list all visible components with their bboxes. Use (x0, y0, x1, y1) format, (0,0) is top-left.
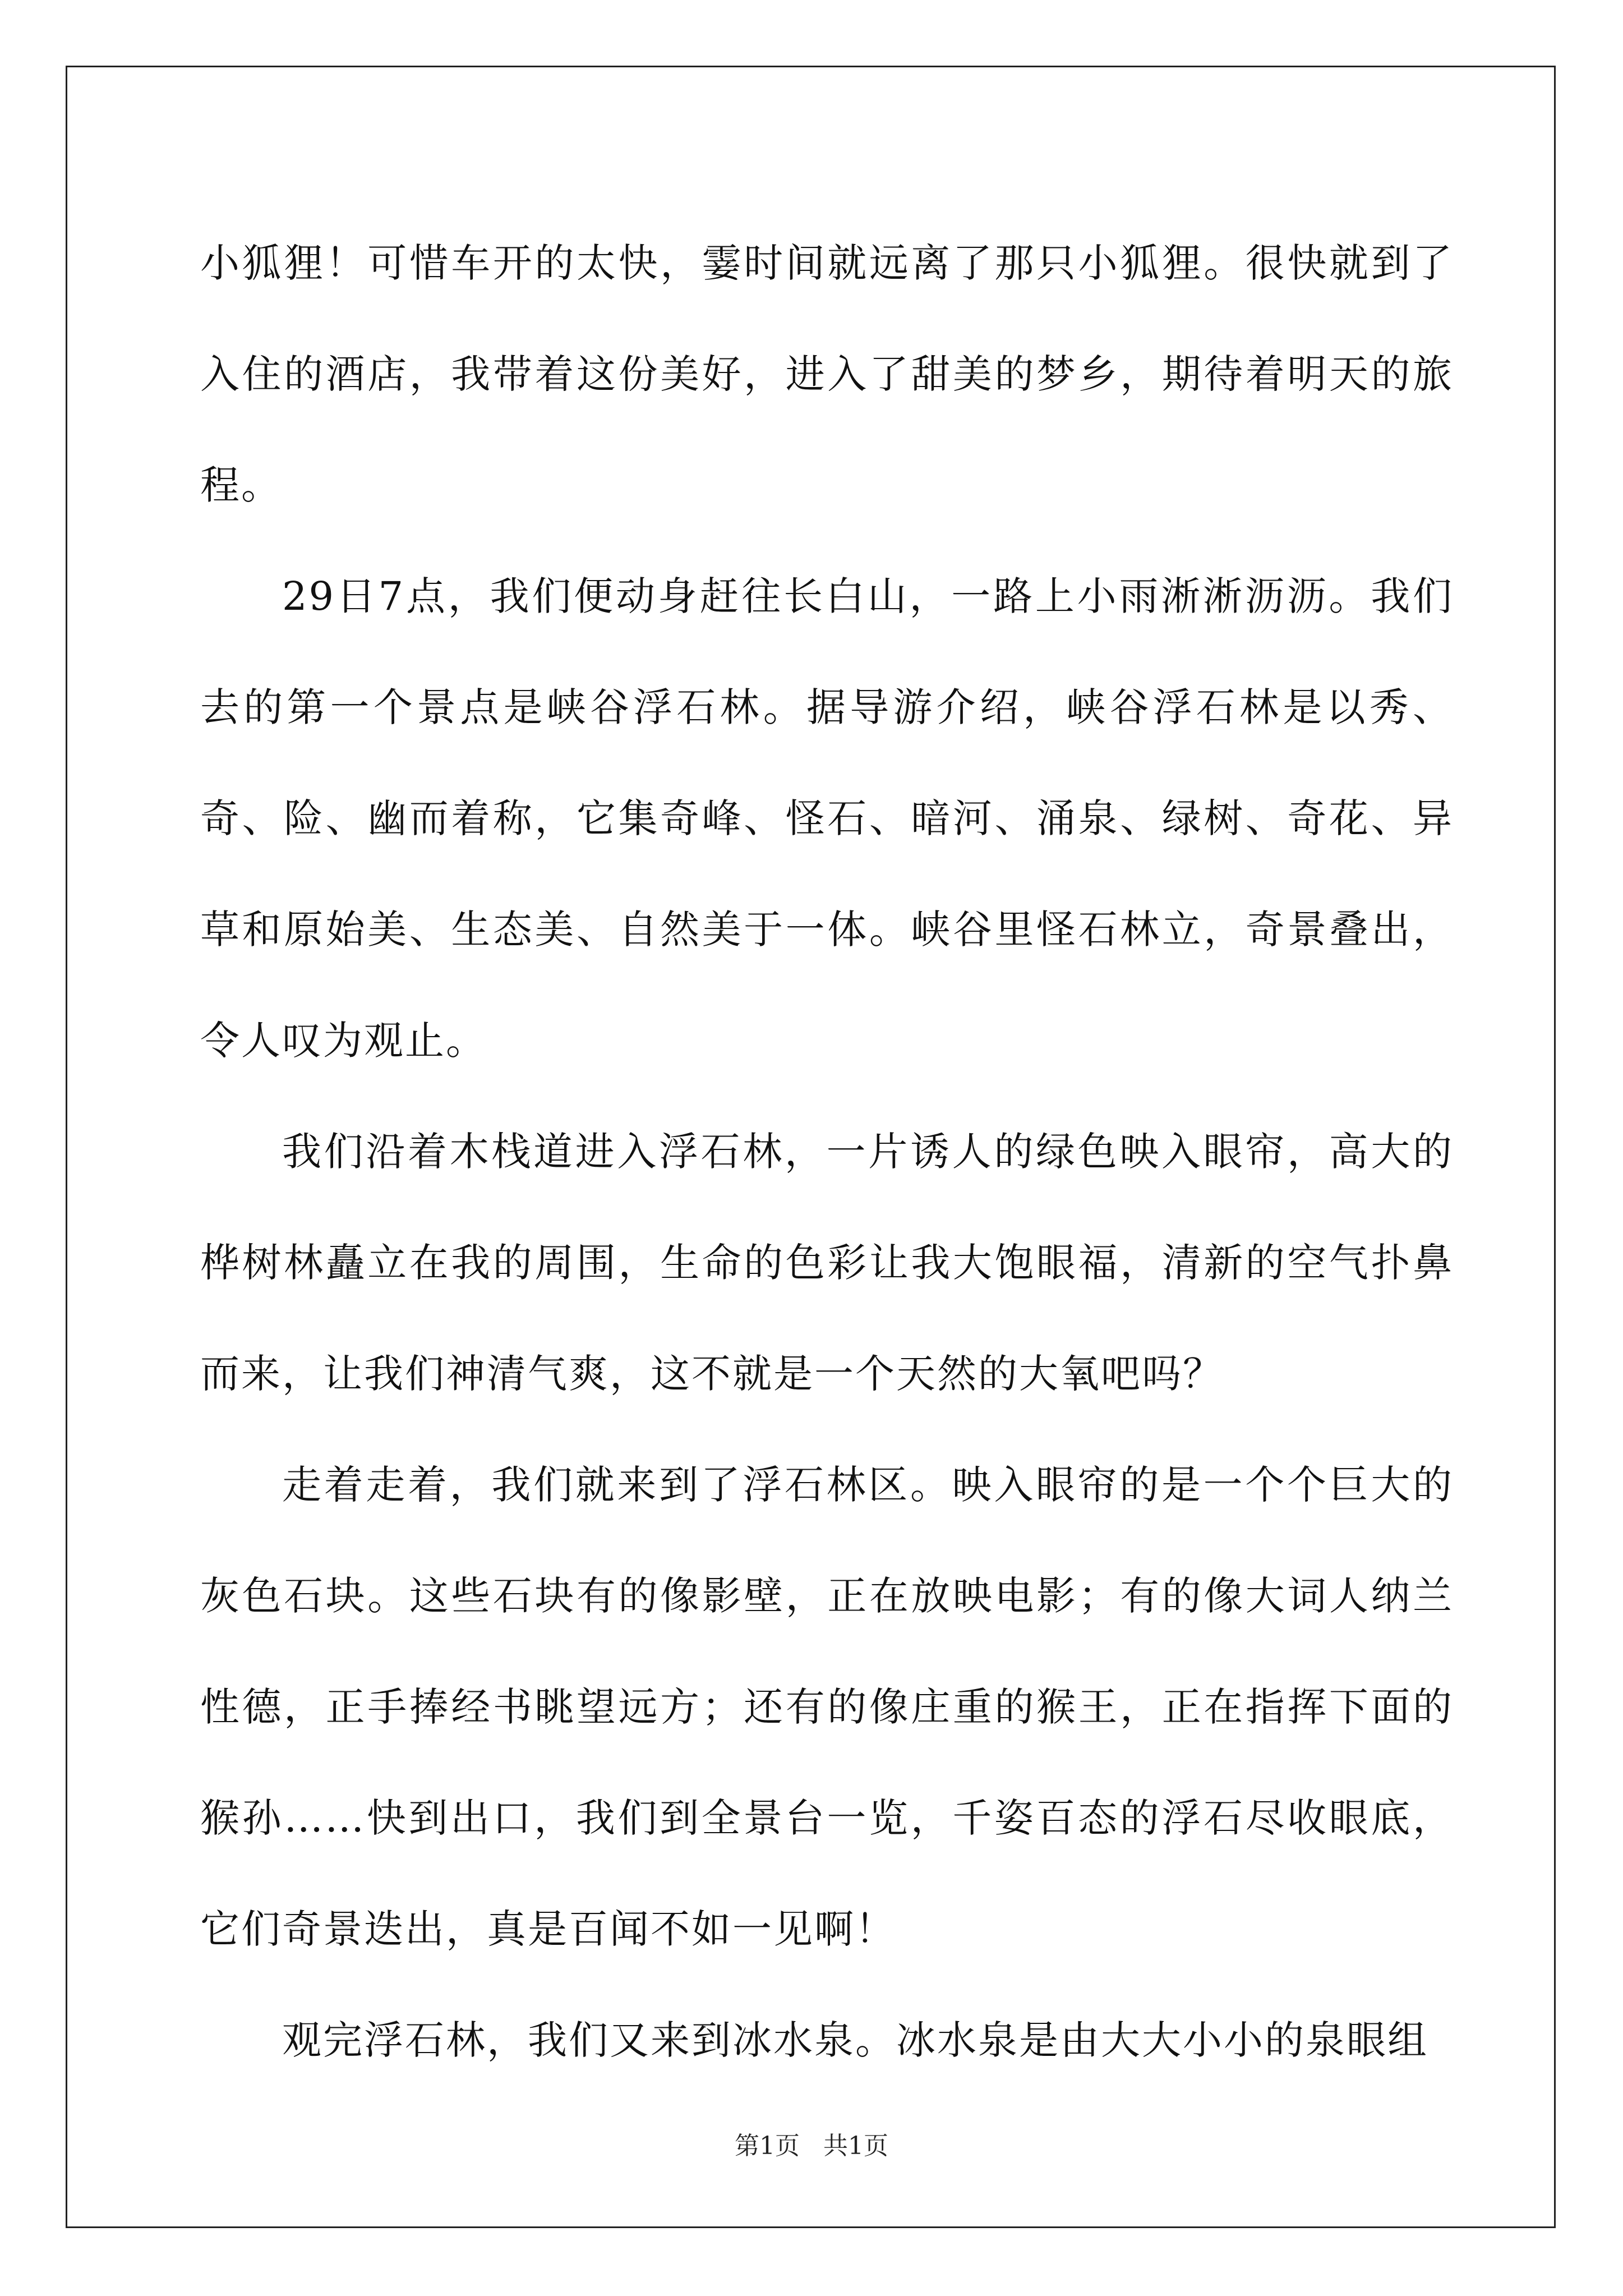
page-total: 共1页 (823, 2132, 888, 2160)
document-body (200, 208, 1454, 2096)
page-number: 第1页 (735, 2132, 800, 2160)
paragraph-3: 我们沿着木栈道进入浮石林，一片诱人的绿色映入眼帘，高大的桦树林矗立在我的周围，生命的色彩让我大饱眼福，清新的空气扑鼻而来，让我们神清气爽，这不就是一个天然的大氧吧吗？ (200, 1129, 1454, 1397)
paragraph-1: 小狐狸！可惜车开的太快，霎时间就远离了那只小狐狸。很快就到了入住的酒店，我带着这份美好，进入了甜美的梦乡，期待着明天的旅程。 (200, 240, 1454, 508)
paragraph-4: 走着走着，我们就来到了浮石林区。映入眼帘的是一个个巨大的灰色石块。这些石块有的像影壁，正在放映电影；有的像大词人纳兰性德，正手捧经书眺望远方；还有的像庄重的猴王，正在指挥下面的猴孙……快到出口，我们到全景台一览，千姿百态的浮石尽收眼底，它们奇景迭出，真是百闻不如一见啊！ (200, 1462, 1454, 1952)
page-footer (0, 2129, 1623, 2163)
paragraph-5: 观完浮石林，我们又来到冰水泉。冰水泉是由大大小小的泉眼组 (282, 2017, 1428, 2063)
paragraph-2: 29日7点，我们便动身赶往长白山，一路上小雨淅淅沥沥。我们去的第一个景点是峡谷浮石林。据导游介绍，峡谷浮石林是以秀、奇、险、幽而着称，它集奇峰、怪石、暗河、涌泉、绿树、奇花、异草和原始美、生态美、自然美于一体。峡谷里怪石林立，奇景叠出，令人叹为观止。 (200, 573, 1454, 1064)
